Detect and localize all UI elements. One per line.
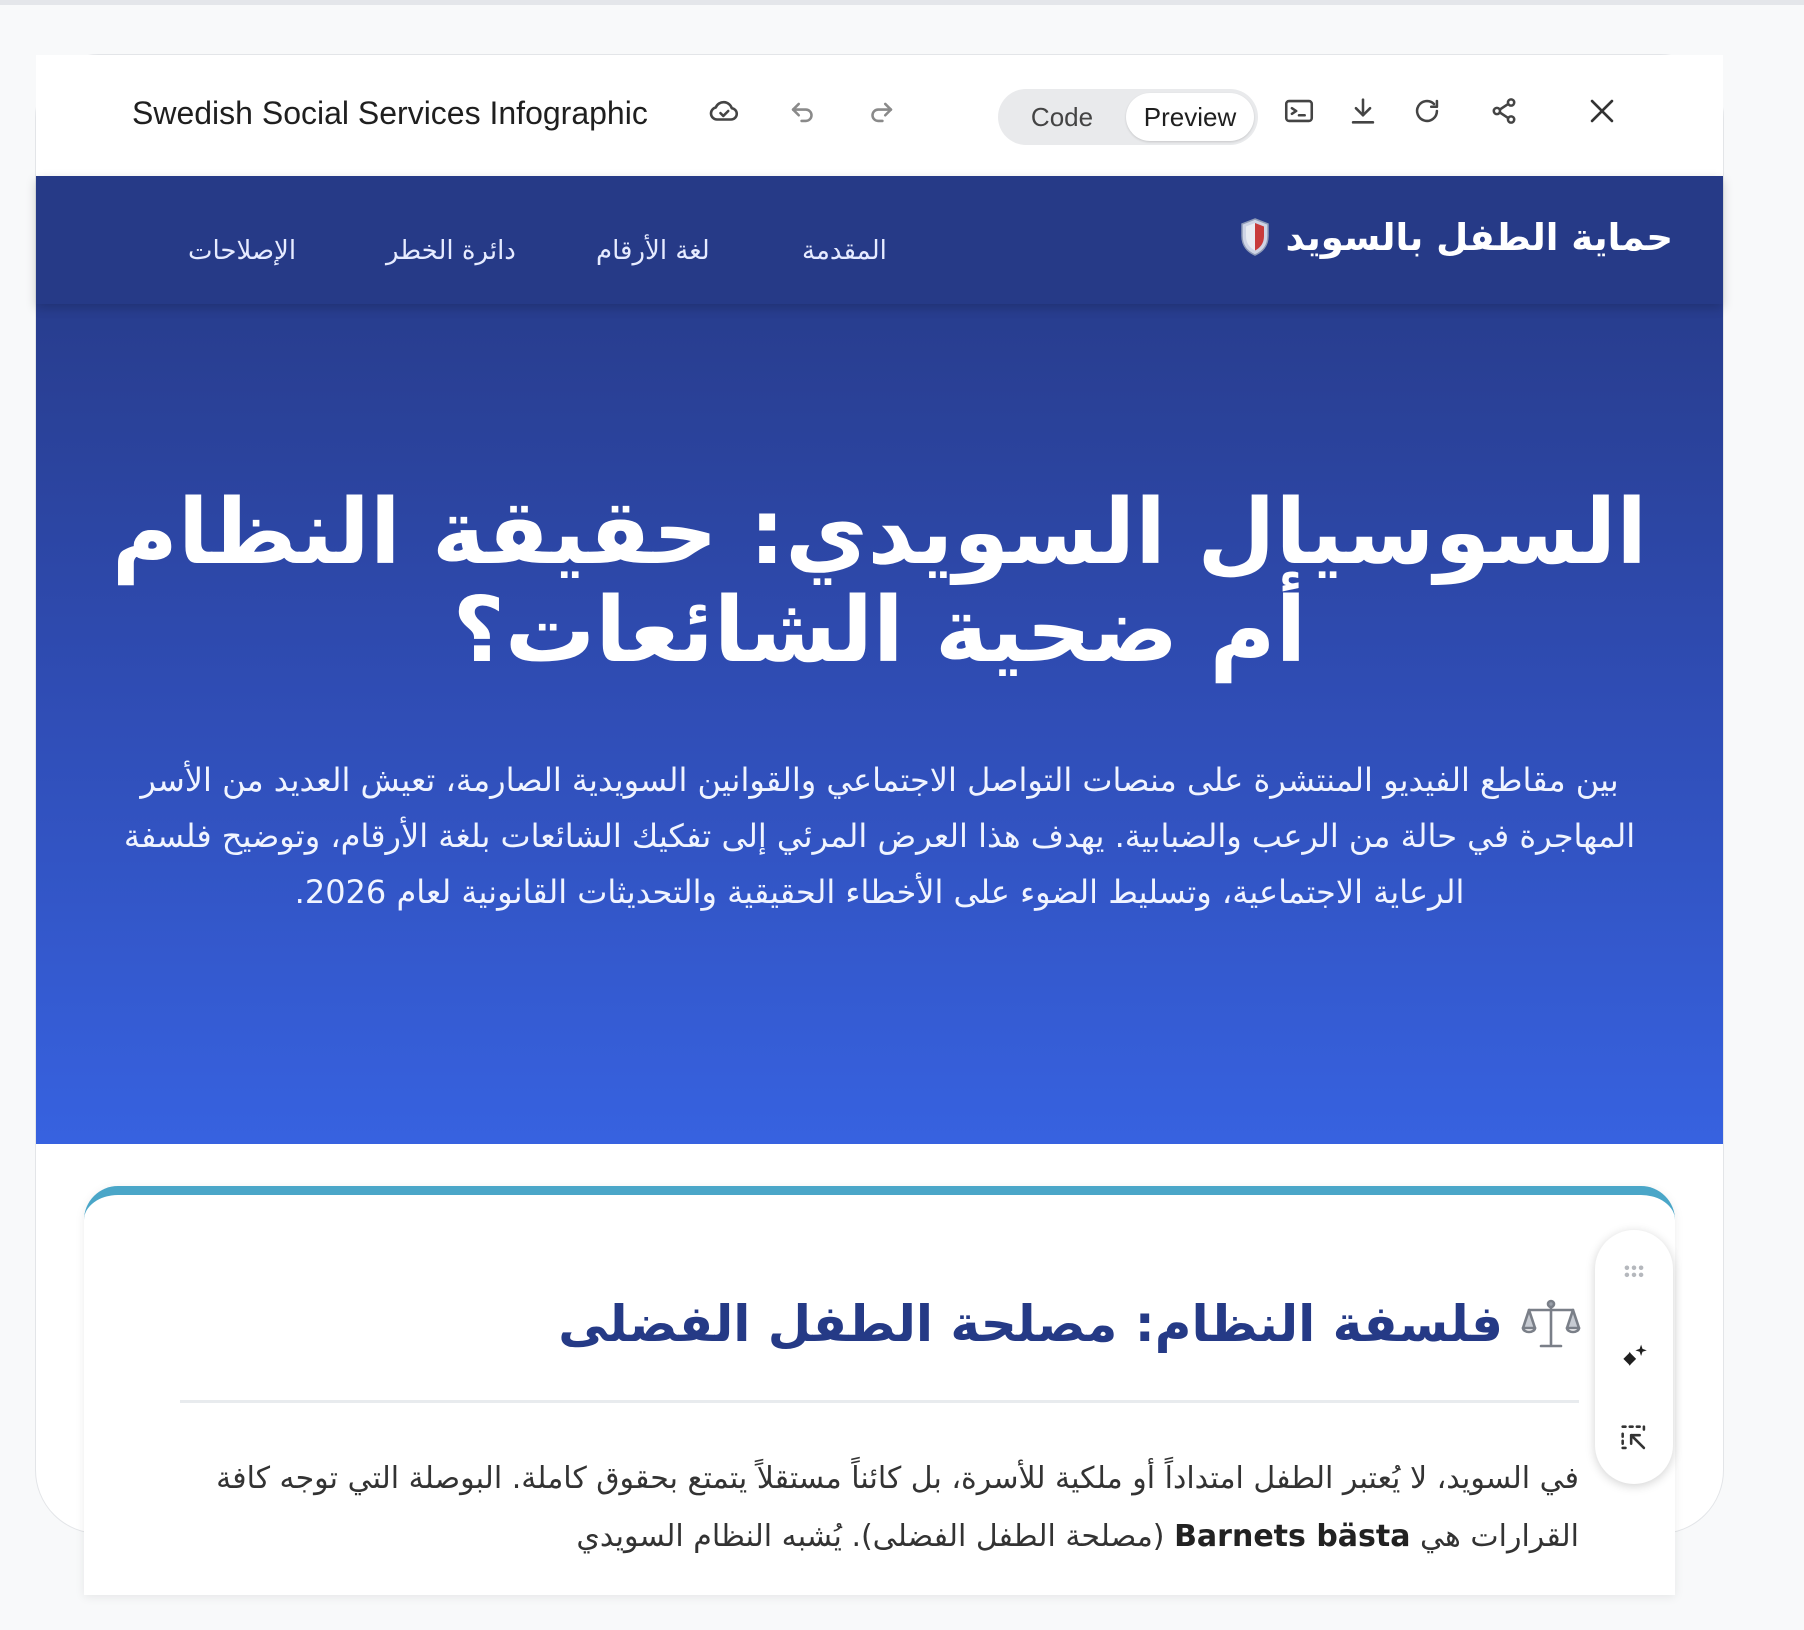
download-icon[interactable] (1340, 88, 1386, 134)
nav-link-danger-circle[interactable]: دائرة الخطر (386, 236, 516, 266)
site-navbar (36, 176, 1723, 304)
undo-icon[interactable] (780, 88, 826, 134)
hero-title: السوسيال السويدي: حقيقة النظام أم ضحية الشائعات؟ (111, 480, 1648, 683)
nav-link-numbers[interactable]: لغة الأرقام (596, 236, 710, 266)
select-element-icon[interactable] (1614, 1418, 1654, 1458)
hero-subtitle: بين مقاطع الفيديو المنتشرة على منصات التواصل الاجتماعي والقوانين السويدية الصارمة، تعيش العديد من الأسر المهاجرة في حالة من الرعب والضبابية. يهدف هذا العرض المرئي إلى تفكيك الشائعات بلغة الأرقام، وتوضيح فلسفة الرعاية الاجتماعية، وتسليط الضوء على الأخطاء الحقيقية والتحديثات القانونية لعام 2026. (123, 761, 1636, 911)
toolbar (36, 55, 1723, 175)
drag-handle-icon[interactable] (1614, 1252, 1654, 1292)
code-preview-toggle[interactable] (998, 89, 1258, 145)
nav-link-reforms[interactable]: الإصلاحات (188, 236, 297, 266)
redo-icon[interactable] (858, 88, 904, 134)
browser-top-edge (0, 0, 1804, 5)
body-text-part1: في السويد، لا يُعتبر الطفل امتداداً أو ملكية للأسرة، بل كائناً مستقلاً يتمتع بحقوق كاملة. البوصلة التي توجه كافة القرارات هي (216, 1461, 1579, 1554)
section-heading-text: فلسفة النظام: مصلحة الطفل الفضلى (558, 1295, 1503, 1353)
code-tab[interactable]: Code (1030, 101, 1094, 132)
body-bold-term: Barnets bästa (1174, 1519, 1411, 1554)
sparkle-icon[interactable] (1614, 1336, 1654, 1376)
section-body (194, 1450, 1579, 1566)
shield-icon (1239, 217, 1271, 257)
preview-panel (35, 54, 1724, 1554)
brand-name: حماية الطفل بالسويد (1285, 215, 1673, 259)
balance-scale-icon (1521, 1296, 1581, 1352)
site-brand[interactable] (1239, 212, 1673, 262)
document-title: Swedish Social Services Infographic (132, 95, 648, 131)
refresh-icon[interactable] (1404, 88, 1450, 134)
preview-tab[interactable]: Preview (1126, 93, 1254, 141)
philosophy-card (84, 1186, 1675, 1595)
section-divider (180, 1400, 1579, 1403)
cloud-check-icon[interactable] (701, 88, 747, 134)
section-heading (558, 1295, 1581, 1353)
nav-link-intro[interactable]: المقدمة (802, 236, 887, 266)
floating-toolbar (1595, 1230, 1673, 1484)
terminal-icon[interactable] (1276, 88, 1322, 134)
close-icon[interactable] (1579, 88, 1625, 134)
share-icon[interactable] (1481, 88, 1527, 134)
body-text-part2: (مصلحة الطفل الفضلى). يُشبه النظام السويدي (576, 1519, 1175, 1554)
hero-section (36, 304, 1723, 1144)
